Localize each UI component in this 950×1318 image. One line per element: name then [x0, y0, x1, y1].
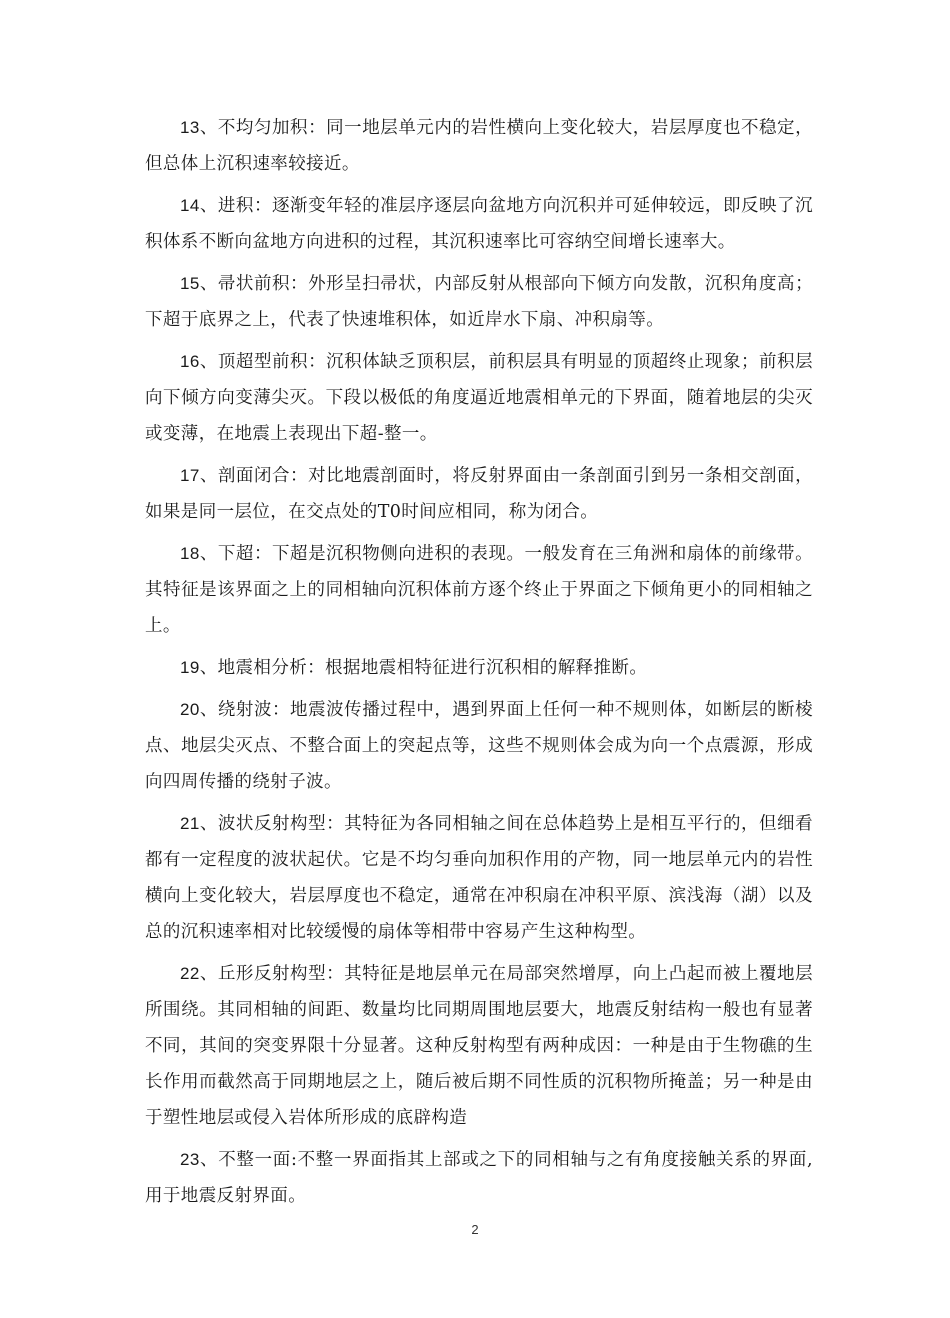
entry-20	[145, 692, 813, 800]
entry-text: 、不均匀加积：同一地层单元内的岩性横向上变化较大，岩层厚度也不稳定，但总体上沉积速率较接近。	[145, 118, 813, 174]
entry-number: 15	[180, 274, 200, 293]
entry-number: 21	[180, 814, 200, 833]
entry-18	[145, 536, 813, 644]
entry-19	[145, 650, 813, 686]
entry-number: 16	[180, 352, 200, 371]
entry-text: 、进积：逐渐变年轻的准层序逐层向盆地方向沉积并可延伸较远，即反映了沉积体系不断向盆地方向进积的过程，其沉积速率比可容纳空间增长速率大。	[145, 196, 813, 252]
page-number: 2	[471, 1222, 479, 1237]
entry-text: 、帚状前积：外形呈扫帚状，内部反射从根部向下倾方向发散，沉积角度高；下超于底界之上，代表了快速堆积体，如近岸水下扇、冲积扇等。	[145, 274, 813, 330]
entry-13	[145, 110, 813, 182]
entry-14	[145, 188, 813, 260]
entry-22	[145, 956, 813, 1136]
entry-number: 23	[180, 1150, 200, 1169]
entry-number: 18	[180, 544, 200, 563]
entry-text: 、波状反射构型：其特征为各同相轴之间在总体趋势上是相互平行的，但细看都有一定程度的波状起伏。它是不均匀垂向加积作用的产物，同一地层单元内的岩性横向上变化较大，岩层厚度也不稳定，通常在冲积扇在冲积平原、滨浅海（湖）以及总的沉积速率相对比较缓慢的扇体等相带中容易产生这种构型。	[145, 814, 813, 942]
entry-15	[145, 266, 813, 338]
entry-number: 14	[180, 196, 200, 215]
entry-text: 、丘形反射构型：其特征是地层单元在局部突然增厚，向上凸起而被上覆地层所围绕。其同相轴的间距、数量均比同期周围地层要大，地震反射结构一般也有显著不同，其间的突变界限十分显著。这种反射构型有两种成因：一种是由于生物礁的生长作用而截然高于同期地层之上，随后被后期不同性质的沉积物所掩盖；另一种是由于塑性地层或侵入岩体所形成的底辟构造	[145, 964, 813, 1128]
entry-23	[145, 1142, 813, 1214]
entry-number: 20	[180, 700, 200, 719]
entry-number: 13	[180, 118, 200, 137]
entry-text: 、绕射波：地震波传播过程中，遇到界面上任何一种不规则体，如断层的断棱点、地层尖灭点、不整合面上的突起点等，这些不规则体会成为向一个点震源，形成向四周传播的绕射子波。	[145, 700, 813, 792]
document-body	[145, 110, 813, 1220]
entry-text: 、下超：下超是沉积物侧向进积的表现。一般发育在三角洲和扇体的前缘带。其特征是该界面之上的同相轴向沉积体前方逐个终止于界面之下倾角更小的同相轴之上。	[145, 544, 813, 636]
entry-number: 22	[180, 964, 200, 983]
entry-text: 、不整一面:不整一界面指其上部或之下的同相轴与之有角度接触关系的界面,用于地震反射界面。	[145, 1150, 813, 1206]
entry-16	[145, 344, 813, 452]
entry-17	[145, 458, 813, 530]
entry-text: 、地震相分析：根据地震相特征进行沉积相的解释推断。	[199, 658, 648, 678]
entry-text: 、剖面闭合：对比地震剖面时，将反射界面由一条剖面引到另一条相交剖面，如果是同一层位，在交点处的T0时间应相同，称为闭合。	[145, 466, 813, 522]
entry-number: 19	[180, 658, 200, 677]
entry-text: 、顶超型前积：沉积体缺乏顶积层，前积层具有明显的顶超终止现象；前积层向下倾方向变薄尖灭。下段以极低的角度逼近地震相单元的下界面，随着地层的尖灭或变薄，在地震上表现出下超-整一。	[145, 352, 813, 444]
entry-number: 17	[180, 466, 200, 485]
entry-21	[145, 806, 813, 950]
